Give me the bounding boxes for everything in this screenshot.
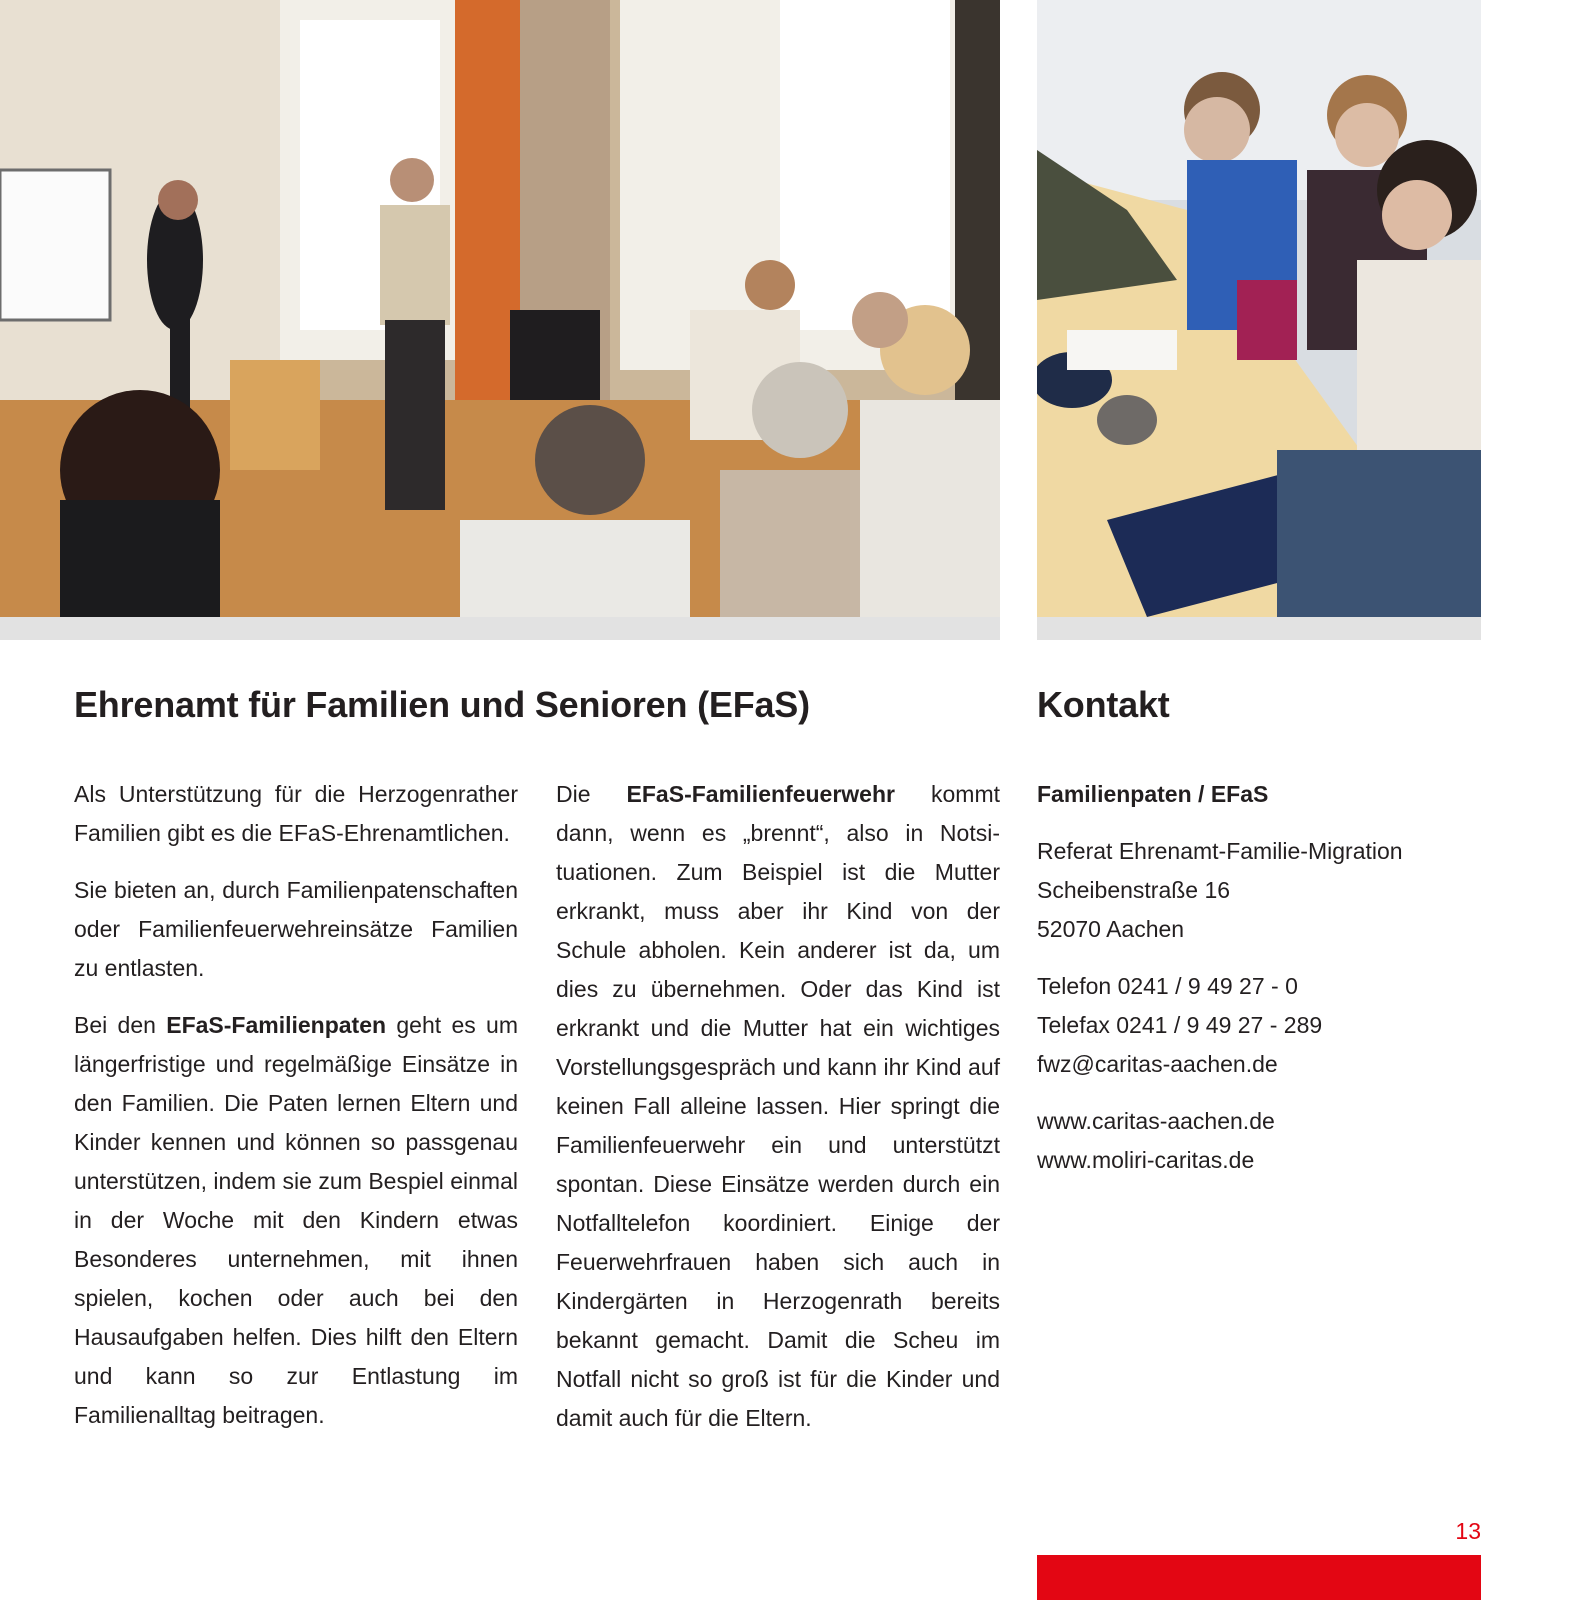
photo-knitting-group	[1037, 0, 1481, 617]
contact-address	[1037, 832, 1481, 949]
phone-label: Telefon	[1037, 973, 1112, 999]
contact-title: Kontakt	[1037, 684, 1170, 725]
fax-label: Telefax	[1037, 1012, 1110, 1038]
fax-number: 0241 / 9 49 27 - 289	[1116, 1012, 1323, 1038]
page-title: Ehrenamt für Familien und Senioren (EFaS)	[74, 684, 810, 725]
grey-divider-left	[0, 617, 1000, 640]
text-column-2	[556, 775, 1000, 1438]
website-link-moliri[interactable]: www.moliri-caritas.de	[1037, 1147, 1255, 1173]
text-column-1	[74, 775, 518, 1453]
paragraph-familienpaten: Bei den EFaS-Familienpaten geht es um längerfristige und regelmäßige Einsätze in den Familien. Die Paten lernen Eltern und Kinder kennen und können so passgenau unterstützen, indem sie zum Bespiel einmal in der Woche mit den Kindern etwas Besonderes unternehmen, mit ihnen spielen, kochen oder auch bei den Hausaufgaben helfen. Dies hilft den Eltern und kann so zur Entlastung im Familienalltag beitragen.	[74, 1012, 518, 1428]
paragraph-intro: Als Unterstützung für die Herzogenrather Familien gibt es die EFaS-Ehrenamtlichen.	[74, 781, 518, 846]
grey-divider-right	[1037, 617, 1481, 640]
phone-number[interactable]: 0241 / 9 49 27 - 0	[1117, 973, 1298, 999]
website-link-caritas[interactable]: www.caritas-aachen.de	[1037, 1108, 1275, 1134]
contact-web-block	[1037, 1102, 1481, 1180]
contact-heading: Familienpaten / EFaS	[1037, 781, 1269, 807]
term-familienfeuerwehr: EFaS-Familienfeuerwehr	[626, 781, 895, 807]
contact-block	[1037, 775, 1481, 1198]
address-line-street: Scheibenstraße 16	[1037, 877, 1231, 903]
paragraph-offer: Sie bieten an, durch Familienpatenschaften oder Familienfeuerwehreinsätze Familien zu entlasten.	[74, 877, 518, 981]
address-line-department: Referat Ehrenamt-Familie-Migration	[1037, 838, 1403, 864]
address-line-city: 52070 Aachen	[1037, 916, 1185, 942]
paragraph-familienfeuerwehr: Die EFaS-Familienfeuerwehr kommt dann, wenn es „brennt“, also in Notsituationen. Zum Beispiel ist die Mutter erkrankt, muss aber ihr Kind von der Schule abholen. Kein anderer ist da, um dies zu übernehmen. Oder das Kind ist erkrankt und die Mutter hat ein wichtiges Vorstellungsgespräch und kann ihr Kind auf keinen Fall alleine lassen. Hier springt die Familienfeuerwehr ein und unterstützt spontan. Diese Einsätze werden durch ein Notfalltelefon koordiniert. Einige der Feuerwehrfrauen haben sich auch in Kindergärten in Herzogenrath bereits bekannt gemacht. Damit die Scheu im Notfall nicht so groß ist für die Kinder und damit auch für die Eltern.	[556, 781, 1000, 1431]
contact-phone-block	[1037, 967, 1481, 1084]
page-number: 13	[1455, 1518, 1481, 1544]
photo-group-meeting	[0, 0, 1000, 617]
term-familienpaten: EFaS-Familienpaten	[166, 1012, 387, 1038]
phone-line	[1037, 967, 1481, 1006]
fax-line	[1037, 1006, 1481, 1045]
email-link[interactable]: fwz@caritas-aachen.de	[1037, 1051, 1278, 1077]
footer-accent-bar	[1037, 1555, 1481, 1600]
